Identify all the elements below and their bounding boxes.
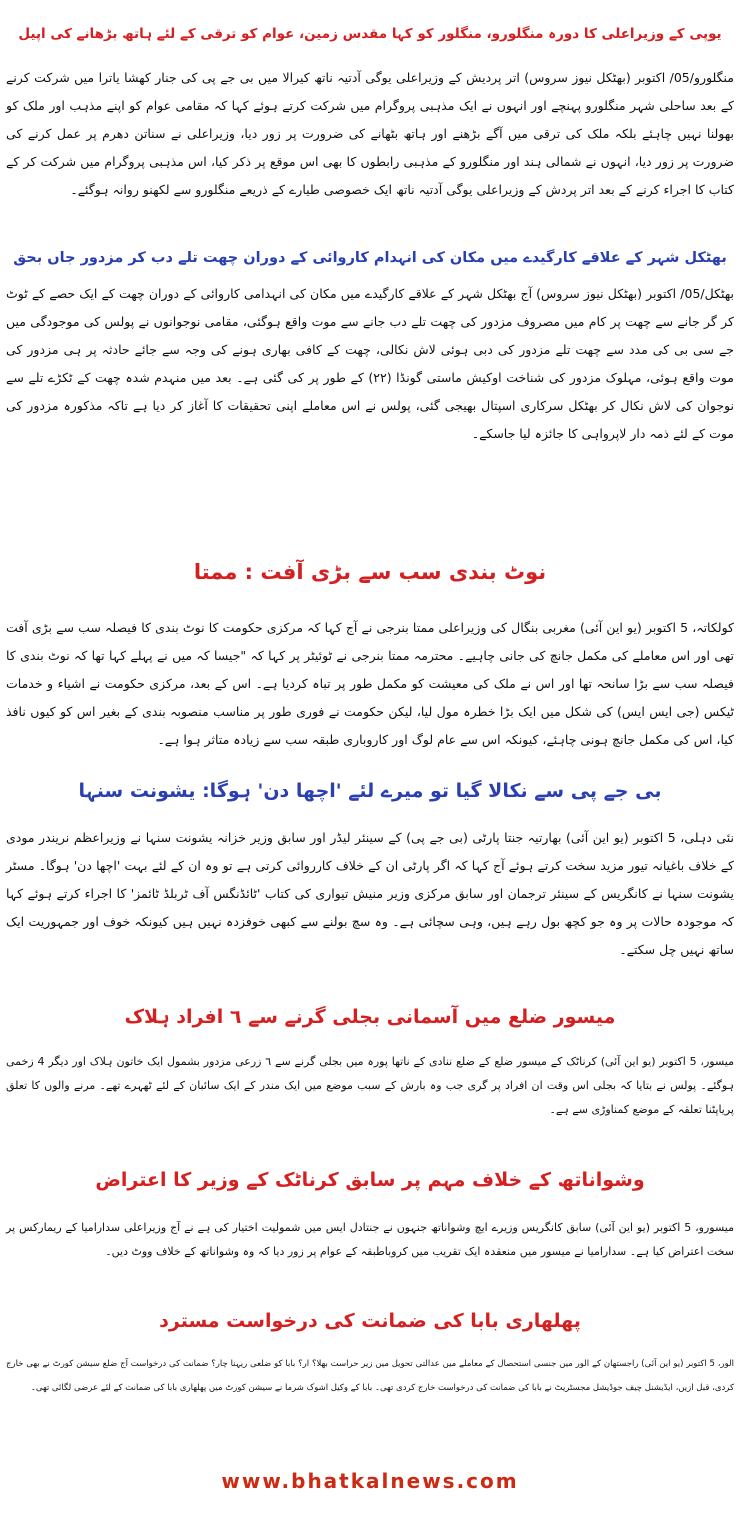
article-body: نئی دہلی، 5 اکتوبر (یو این آئی) بھارتیہ جنتا پارٹی (بی جے پی) کے سینئر لیڈر اور سابق وزیر خزانہ یشونت سنہا نے وزیراعظم نریندر مودی کے خلاف باغیانہ تیور مزید سخت کرتے ہوئے آج کہا کہ اگر پارٹی ان کے خلاف کارروائی کرتی ہے تو وہ ان کے لئے بہت 'اچھا دن' ہوگا۔ مسٹر یشونت سنہا نے کانگریس کے سینئر ترجمان اور سابق مرکزی وزیر منیش تیواری کی کتاب 'ٹائڈنگس آف ٹربلڈ ٹائمز' کا اجراء کرتے ہوئے کہا کہ موجودہ حالات پر وہ جو کچھ بول رہے ہیں، وہی سچائی ہے۔ وہ سچ بولنے سے کبھی خوفزدہ نہیں ہیں کیونکہ خوف اور جمہوریت ایک ساتھ نہیں چل سکتے۔ — [6, 830, 734, 957]
article-body: منگلورو/05/ اکتوبر (بھٹکل نیوز سروس) اتر پردیش کے وزیراعلی یوگی آدتیہ ناتھ کیرالا میں بی جے پی کی جنار کھشا یاترا میں شرکت کرنے کے بعد ساحلی شہر منگلورو پہنچے اور انہوں نے ایک مذہبی پروگرام میں شرکت کرتے ہوئے کہا کہ مقامی عوام کو اپنے مذہب اور ملک کو بھولنا نہیں چاہئے بلکہ ملک کی ترقی میں آگے بڑھنے اور ہاتھ بٹھانے کی ضرورت پر زور دیا، وزیراعلی نے سناتن دھرم پر عمل کرنے کی ضرورت پر زور دیا، انہوں نے شمالی ہند اور منگلورو کے مذہبی رابطوں کا بھی اس موقع پر ذکر کیا، اس مذہبی پروگرام میں شرکت کر کے کتاب کا اجراء کرنے کے بعد اتر پردش کے وزیراعلی یوگی آدتیہ ناتھ ایک خصوصی طیارے کے ذریعے منگلورو سے لکھنو روانہ ہوگئے۔ — [6, 70, 734, 197]
article-body: میسورو، 5 اکتوبر (یو این آئی) سابق کانگریس وزیرے ایچ وشواناتھ جنہوں نے جنتادل ایس میں شمولیت اختیار کی ہے نے آج وزیراعلی سدارامیا کے ریمارکس پر سخت اعتراض کیا ہے۔ سدارامیا نے میسور میں منعقدہ ایک تقریب میں کروباطبقہ کے عوام پر زور دیا کہ وہ وشواناتھ کے خلاف ووٹ دیں۔ — [6, 1221, 734, 1258]
article-headline: وشواناتھ کے خلاف مہم پر سابق کرناٹک کے وزیر کا اعتراض — [95, 1169, 645, 1191]
article-body: بھٹکل/05/ اکتوبر (بھٹکل نیوز سروس) آج بھٹکل شہر کے علاقے کارگیدے میں مکان کی انہدامی کاروائی کے دوران چھت کے ایک حصے کے ٹوٹ کر گر جانے سے چھت پر کام میں مصروف مزدور کی چھت تلے دب جانے سے موت واقع ہوگئی، مقامی نوجوانوں نے پولس کی موجودگی میں جے سی بی کی مدد سے چھت تلے مزدور کی دبی ہوئی لاش نکالی، چھت کے کافی بھاری ہونے کی وجہ سے جائے حادثہ پر ہی مزدور کی موت واقع ہوئی، مہلوک مزدور کی شناخت اوکیش ماستی گونڈا (۲۲) کے طور پر کی گئی ہے۔ بعد میں منہدم شدہ چھت کے ٹکڑے تلے سے نوجوان کی لاش نکال کر بھٹکل سرکاری اسپتال بھیجی گئی، پولس نے اس معاملے اپنی تحقیقات کا آغاز کر دیا ہے تاکہ مذکورہ مزدور کی موت کے لئے ذمہ دار لاپرواہی کا جائزہ لیا جاسکے۔ — [6, 286, 734, 441]
article-body: میسور، 5 اکتوبر (یو این آئی) کرناٹک کے میسور ضلع کے ضلع ننادی کے ناتھا پورہ میں بجلی گرنے سے ٦ زرعی مزدور بشمول ایک خاتون ہلاک اور دیگر 4 زخمی ہوگئے۔ پولس نے بتایا کہ بجلی اس وقت ان افراد پر گری جب وہ بارش کے سبب موضع میں ایک مندر کے ایک سائبان کے لئے ٹھہرے تھے۔ مرنے والوں کا تعلق پریاپٹنا تعلقہ کے موضع کمناوڑی سے ہے۔ — [6, 1055, 734, 1116]
news-article-vishwanath — [6, 1144, 734, 1290]
article-headline: پھلهاری بابا کی ضمانت کی درخواست مسترد — [159, 1310, 581, 1332]
news-article-mamata-demonetisation — [6, 530, 734, 758]
website-url[interactable]: www.bhatkalnews.com — [221, 1469, 519, 1493]
article-headline: نوٹ بندی سب سے بڑی آفت : ممتا — [193, 560, 547, 584]
article-body: الور، 5 اکتوبر (یو این آئی) راجستھان کے الور میں جنسی استحصال کے معاملے میں عدالتی تحویل میں زیر حراست بھلا؟ ار؟ بابا کو ضلعی ریہنا چار؟ ضمانت کی درخواست آج ضلع سیشن کورٹ نے بھی خارج کردی، قبل ازیں، ایڈیشنل چیف جوڈیشل مجسٹریٹ نے بابا کی ضمانت کی درخواست خارج کردی تھی۔ بابا کے وکیل اشوک شرما نے سیشن کورٹ میں پھلهاری بابا کی ضمانت کے لئے عرضی لگائی تھی۔ — [6, 1359, 734, 1393]
news-article-mysore-lightning — [6, 984, 734, 1144]
news-article-phalahari-baba — [6, 1290, 734, 1422]
article-headline: بھٹکل شہر کے علاقے کارگیدے میں مکان کی انہدام کاروائی کے دوران چھت تلے دب کر مزدور جاں بحق — [13, 250, 727, 266]
footer-banner — [0, 1446, 740, 1516]
article-headline: بی جے پی سے نکالا گیا تو میرے لئے 'اچھا دن' ہوگا: یشونت سنہا — [78, 780, 662, 802]
article-body: کولکاتہ، 5 اکتوبر (یو این آئی) مغربی بنگال کی وزیراعلی ممتا بنرجی نے آج کہا کہ مرکزی حکومت کا نوٹ بندی کا فیصلہ سب سے بڑی آفت تھی اور اس معاملے کی مکمل جانچ کی جانی چاہیے۔ محترمہ ممتا بنرجی نے ٹوئیٹر پر کہا کہ "جیسا کہ میں نے پہلے کہا تھا کہ نوٹ بندی کا فیصلہ سب سے بڑا سانحہ تھا اور اس نے ملک کی معیشت کو مکمل طور پر تباہ کردیا ہے۔ اس کے بعد، مرکزی حکومت نے اشیاء و خدمات ٹیکس (جی ایس ایس) کی شکل میں ایک بڑا خطرہ مول لیا، لیکن حکومت نے فوری طور پر مناسب منصوبہ بندی کے بغیر اس کو کیوں نافذ کیا، اس کی مکمل جانچ ہونی چاہئے، کیونکہ اس سے عام لوگ اور کاروباری طبقہ سب سے زیادہ متاثر ہوا ہے۔ — [6, 620, 734, 747]
article-headline: یوپی کے وزیراعلی کا دورہ منگلورو، منگلور کو کہا مقدس زمین، عوام کو ترقی کے لئے ہاتھ بڑھانے کی اپیل — [18, 26, 722, 42]
news-article-yogi-mangaluru — [6, 4, 734, 236]
news-article-bhatkal-worker — [6, 236, 734, 530]
article-headline: میسور ضلع میں آسمانی بجلی گرنے سے ٦ افراد ہلاک — [124, 1006, 616, 1028]
news-article-yashwant-sinha — [6, 758, 734, 984]
